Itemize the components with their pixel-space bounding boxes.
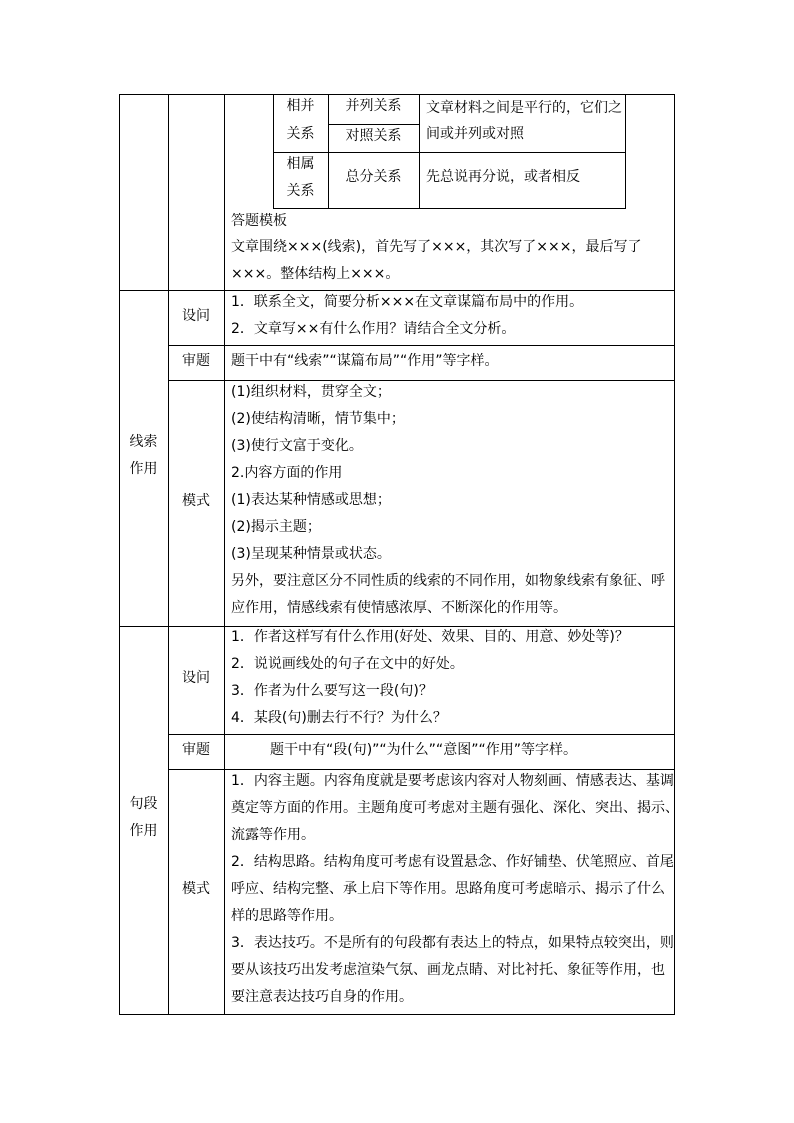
review-label: 审题: [182, 742, 210, 758]
mode-line: 要注意表达技巧自身的作用。: [231, 989, 413, 1005]
section-title: 作用: [129, 823, 158, 839]
review-text: 题干中有“线索”“谋篇布局”“作用”等字样。: [231, 353, 499, 369]
setq-item: 1．联系全文，简要分析×××在文章谋篇布局中的作用。: [231, 294, 584, 310]
mode-line: 流露等作用。: [231, 827, 315, 843]
mode-line: 要从该技巧出发考虑渲染气氛、画龙点睛、对比衬托、象征等作用，也: [231, 962, 665, 978]
mode-line: (3)使行文富于变化。: [231, 438, 363, 454]
review-label: 审题: [182, 353, 210, 369]
row-divider: [168, 345, 675, 346]
row-divider: [168, 380, 675, 381]
row-divider: [168, 734, 675, 735]
table-border-left: [119, 94, 120, 1015]
table-border-right: [674, 94, 675, 1015]
inner-subrow-divider: [328, 124, 419, 125]
total-division-relation-label: 总分关系: [345, 169, 402, 185]
contrast-relation-label: 对照关系: [345, 128, 402, 144]
template-line: ×××。整体结构上×××。: [231, 266, 400, 282]
mode-line: 2.内容方面的作用: [231, 465, 343, 481]
section-title: 作用: [129, 461, 158, 477]
inner-table-right: [625, 94, 626, 209]
inner-table-bottom: [273, 208, 626, 209]
table-border-top: [119, 94, 675, 95]
section-divider: [119, 290, 675, 291]
relation-description: 先总说再分说，或者相反: [426, 169, 580, 185]
mode-line: 1．内容主题。内容角度就是要考虑该内容对人物刻画、情感表达、基调: [231, 773, 674, 789]
section-title: 线索: [129, 434, 158, 450]
inner-column-divider: [419, 94, 420, 209]
table-border-bottom: [119, 1014, 675, 1015]
mode-label: 模式: [182, 493, 210, 509]
row-divider: [168, 769, 675, 770]
mode-line: 应作用，情感线索有使情感浓厚、不断深化的作用等。: [231, 600, 567, 616]
setq-item: 3．作者为什么要写这一段(句)？: [231, 683, 433, 699]
mode-line: (1)组织材料，贯穿全文；: [231, 384, 391, 400]
inner-row-divider: [273, 152, 626, 153]
relation-type-label: 相属: [286, 156, 315, 172]
template-line: 文章围绕×××(线索)，首先写了×××，其次写了×××，最后写了: [231, 239, 642, 255]
template-title: 答题模板: [231, 213, 287, 229]
setq-label: 设问: [182, 308, 210, 324]
review-text: 题干中有“段(句)”“为什么”“意图”“作用”等字样。: [270, 742, 577, 758]
mode-line: 3．表达技巧。不是所有的句段都有表达上的特点，如果特点较突出，则: [231, 935, 674, 951]
mode-line: (3)呈现某种情景或状态。: [231, 546, 391, 562]
setq-item: 1．作者这样写有什么作用(好处、效果、目的、用意、妙处等)？: [231, 629, 629, 645]
relation-type-label: 相并: [286, 98, 315, 114]
setq-item: 2．说说画线处的句子在文中的好处。: [231, 656, 464, 672]
mode-line: (1)表达某种情感或思想；: [231, 492, 391, 508]
setq-item: 4．某段(句)删去行不行？为什么？: [231, 710, 447, 726]
parallel-relation-label: 并列关系: [345, 98, 402, 114]
mode-label: 模式: [182, 881, 210, 897]
mode-line: 呼应、结构完整、承上启下等作用。思路角度可考虑暗示、揭示了什么: [231, 881, 665, 897]
mode-line: 另外，要注意区分不同性质的线索的不同作用，如物象线索有象征、呼: [231, 573, 665, 589]
column-divider: [224, 94, 225, 1015]
setq-label: 设问: [182, 670, 210, 686]
mode-line: (2)揭示主题；: [231, 519, 321, 535]
mode-line: 2．结构思路。结构角度可考虑有设置悬念、作好铺垫、伏笔照应、首尾: [231, 854, 674, 870]
relation-description: 文章材料之间是平行的，它们之: [426, 100, 622, 116]
mode-line: 样的思路等作用。: [231, 908, 343, 924]
mode-line: 奠定等方面的作用。主题角度可考虑对主题有强化、深化、突出、揭示、: [231, 800, 679, 816]
section-title: 句段: [129, 796, 158, 812]
setq-item: 2．文章写××有什么作用？请结合全文分析。: [231, 321, 516, 337]
relation-type-label: 关系: [286, 126, 315, 142]
mode-line: (2)使结构清晰，情节集中；: [231, 411, 405, 427]
relation-type-label: 关系: [286, 183, 315, 199]
relation-description: 间或并列或对照: [426, 126, 524, 142]
column-divider: [168, 94, 169, 1015]
